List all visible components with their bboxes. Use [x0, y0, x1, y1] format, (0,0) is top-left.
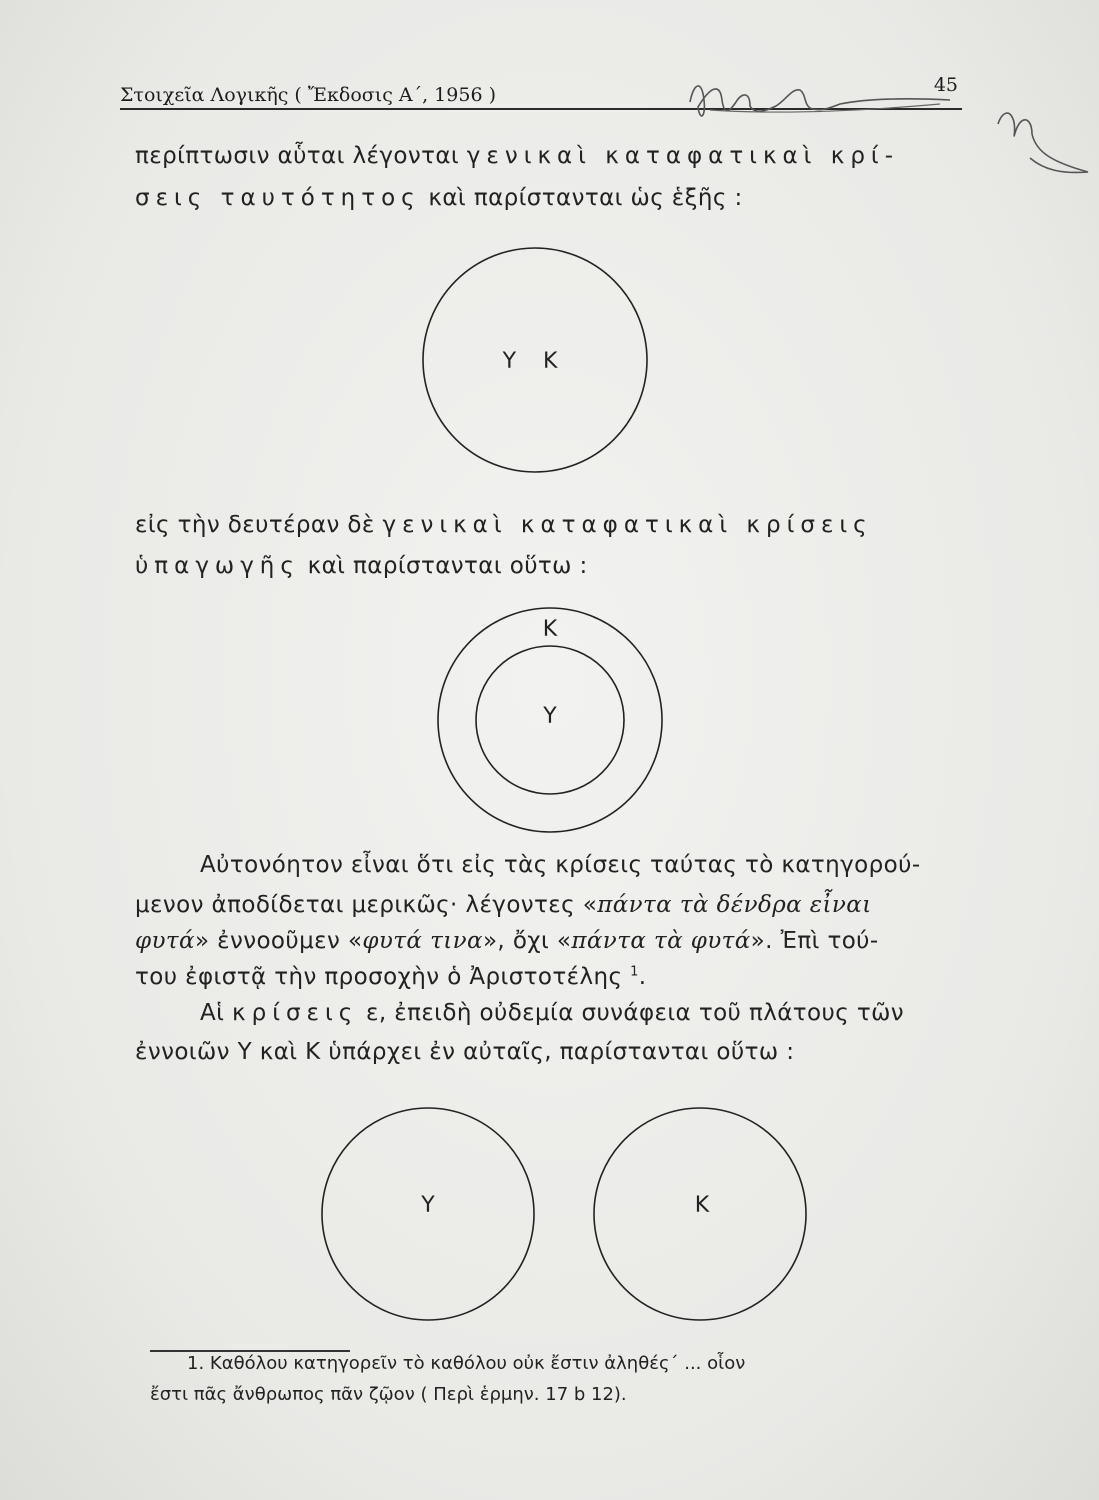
paragraph-2-line-2 [135, 553, 588, 579]
paragraph-2-line-2-text: καὶ παρίστανται οὕτω : [307, 553, 588, 579]
exclusion-diagram [300, 1100, 840, 1330]
quote-plants: φυτά [135, 928, 195, 954]
term-general-affirmative-2: γενικαὶ καταφατικαὶ κρίσεις [382, 512, 873, 538]
term-judgements: κρίσεις [232, 1000, 359, 1026]
footnote-line-2: ἔστι πᾶς ἄνθρωπος πᾶν ζῷον ( Περὶ ἑρμην. 17 b 12). [150, 1384, 627, 1405]
outer-label-k: Κ [542, 617, 558, 642]
term-general-affirmative: γενικαὶ καταφατικαὶ κρί- [466, 143, 900, 169]
paragraph-4-line-1-text: ε, ἐπειδὴ οὐδεμία συνάφεια τοῦ πλάτους τῶν [366, 1000, 904, 1026]
paragraph-2-line-1-text: εἰς τὴν δευτέραν δὲ [135, 512, 375, 538]
paragraph-1-line-1-text: περίπτωσιν αὗται λέγονται [135, 143, 460, 169]
footnote-reference: 1 [630, 964, 639, 980]
paragraph-3-line-2 [135, 892, 872, 918]
paragraph-3-not: », ὄχι « [482, 928, 572, 954]
quote-all-trees-are: πάντα τὰ δένδρα εἶναι [597, 892, 872, 918]
paragraph-3-line-3-end: ». Ἐπὶ τού- [750, 928, 879, 954]
paragraph-3-line-4 [135, 964, 646, 990]
paragraph-3-line-1: Αὐτονόητον εἶναι ὅτι εἰς τὰς κρίσεις ταύτας τὸ κατηγορού- [200, 852, 921, 878]
term-identity: σεις ταυτότητος [135, 185, 421, 211]
footnote-line-1: 1. Καθόλου κατηγορεῖν τὸ καθόλου οὐκ ἔστιν ἀληθές΄ ... οἷον [187, 1353, 746, 1374]
paragraph-1-line-2 [135, 185, 743, 211]
identity-diagram [400, 230, 670, 490]
paragraph-3-line-3 [135, 928, 879, 954]
paragraph-4-line-2: ἐννοιῶν Υ καὶ Κ ὑπάρχει ἐν αὐταῖς, παρίστανται οὕτω : [135, 1039, 795, 1065]
identity-label: Υ Κ [502, 349, 568, 374]
label-y: Υ [421, 1193, 435, 1218]
footnote-divider [150, 1350, 350, 1352]
paragraph-2-line-1 [135, 512, 873, 538]
header-title: Στοιχεῖα Λογικῆς ( Ἔκδοσις Α΄, 1956 ) [120, 84, 496, 106]
paragraph-3-we-mean: » ἐννοοῦμεν « [194, 928, 363, 954]
paragraph-1-line-1 [135, 143, 899, 169]
paragraph-3-line-2-text: μενον ἀποδίδεται μερικῶς· λέγοντες « [135, 892, 598, 918]
quote-some-plants: φυτά τινα [362, 928, 483, 954]
quote-all-plants: πάντα τὰ φυτά [571, 928, 751, 954]
page-number: 45 [933, 74, 958, 96]
paragraph-4-word-ai: Αἱ [200, 1000, 225, 1026]
paragraph-3-line-4-text: του ἐφιστᾷ τὴν προσοχὴν ὁ Ἀριστοτέλης [135, 964, 623, 990]
paragraph-3-line-4-end: . [638, 964, 647, 990]
label-k: Κ [694, 1193, 710, 1218]
paragraph-1-line-2-text: καὶ παρίστανται ὡς ἑξῆς : [428, 185, 743, 211]
inner-label-y: Υ [543, 704, 557, 729]
subsumption-diagram [430, 600, 670, 840]
term-subsumption: ὑπαγωγῆς [135, 553, 300, 579]
paragraph-4-line-1 [200, 1000, 904, 1026]
handwritten-signature [680, 62, 1099, 192]
